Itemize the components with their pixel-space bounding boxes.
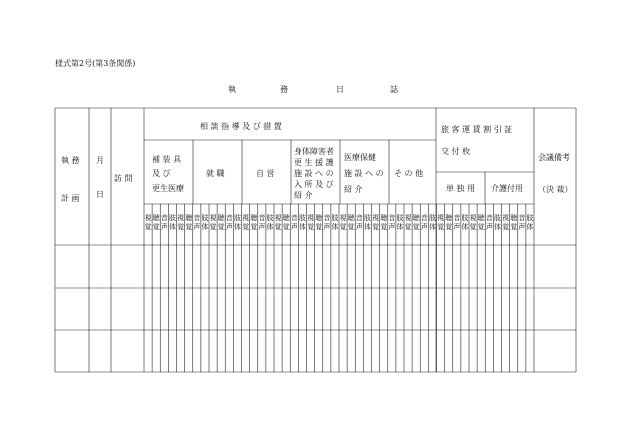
col-keikaku-label: 計 画 bbox=[61, 194, 80, 203]
disability-type-header: 音 声 bbox=[485, 214, 493, 231]
disability-type-header: 音 声 bbox=[388, 214, 396, 231]
supply-label-3: 更生医療 bbox=[152, 184, 184, 193]
title-char: 日 bbox=[336, 85, 344, 94]
col-visit-label: 訪 問 bbox=[114, 174, 133, 183]
disability-type-header: 視 覚 bbox=[469, 214, 477, 231]
facility-label-3: 施 設 へ の bbox=[294, 169, 334, 178]
disability-type-header: 聴 覚 bbox=[445, 214, 453, 231]
medical-label-1: 医療保健 bbox=[344, 153, 376, 162]
disability-type-header: 聴 覚 bbox=[185, 214, 193, 231]
disability-type-header: 音 声 bbox=[355, 214, 363, 231]
disability-type-header: 視 覚 bbox=[274, 214, 282, 231]
disability-type-header: 音 声 bbox=[193, 214, 201, 231]
title-char: 誌 bbox=[390, 85, 398, 94]
disability-type-header: 聴 覚 bbox=[152, 214, 160, 231]
disability-type-header: 聴 覚 bbox=[315, 214, 323, 231]
disability-type-header: 肢 体 bbox=[233, 214, 241, 231]
disability-type-header: 視 覚 bbox=[209, 214, 217, 231]
disability-type-header: 肢 体 bbox=[331, 214, 339, 231]
disability-type-header: 音 声 bbox=[323, 214, 331, 231]
supply-label-2: 及 び bbox=[152, 169, 171, 178]
disability-type-header: 音 声 bbox=[225, 214, 233, 231]
supply-label-1: 補 装 具 bbox=[152, 155, 182, 164]
col-day-label: 日 bbox=[96, 190, 104, 199]
disability-type-header: 視 覚 bbox=[437, 214, 445, 231]
care-use-label: 介護付用 bbox=[491, 184, 523, 193]
facility-label-1: 身体障害者 bbox=[294, 147, 334, 156]
disability-type-header: 肢 体 bbox=[396, 214, 404, 231]
single-use-label: 単 独 用 bbox=[446, 184, 476, 193]
decision-label: （決 裁） bbox=[538, 185, 573, 194]
facility-label-2: 更 生 援 護 bbox=[294, 158, 334, 167]
col-month-label: 月 bbox=[96, 156, 104, 165]
disability-type-header: 聴 覚 bbox=[250, 214, 258, 231]
disability-type-header: 聴 覚 bbox=[282, 214, 290, 231]
disability-type-header: 音 声 bbox=[453, 214, 461, 231]
disability-type-header: 視 覚 bbox=[339, 214, 347, 231]
disability-type-header: 音 声 bbox=[160, 214, 168, 231]
disability-type-header: 肢 体 bbox=[493, 214, 501, 231]
disability-type-header: 視 覚 bbox=[372, 214, 380, 231]
disability-type-header: 音 声 bbox=[518, 214, 526, 231]
disability-type-header: 視 覚 bbox=[307, 214, 315, 231]
disability-type-header: 音 声 bbox=[420, 214, 428, 231]
facility-label-4: 入 所 及 び bbox=[294, 180, 334, 189]
disability-type-header: 聴 覚 bbox=[412, 214, 420, 231]
medical-label-3: 紹 介 bbox=[344, 185, 363, 194]
col-shitsumu-label: 執 務 bbox=[61, 156, 80, 165]
disability-type-header: 肢 体 bbox=[168, 214, 176, 231]
disability-type-header: 視 覚 bbox=[502, 214, 510, 231]
disability-type-header: 聴 覚 bbox=[347, 214, 355, 231]
disability-type-header: 音 声 bbox=[290, 214, 298, 231]
title-char: 執 bbox=[228, 85, 236, 94]
title-char: 務 bbox=[280, 85, 288, 94]
medical-label-2: 施 設 へ の bbox=[344, 169, 384, 178]
disability-type-header: 視 覚 bbox=[242, 214, 250, 231]
disability-type-header: 肢 体 bbox=[201, 214, 209, 231]
disability-type-header: 肢 体 bbox=[363, 214, 371, 231]
selfemp-label: 自 営 bbox=[256, 169, 275, 178]
form-id: 様式第2号(第3条関係) bbox=[55, 59, 136, 68]
disability-type-header: 音 声 bbox=[258, 214, 266, 231]
fare-label-1: 旅 客 運 賃 割 引 証 bbox=[441, 125, 513, 134]
fare-label-2: 交 付 枚 bbox=[441, 147, 471, 156]
disability-type-header: 肢 体 bbox=[298, 214, 306, 231]
disability-type-header: 聴 覚 bbox=[477, 214, 485, 231]
disability-type-header: 視 覚 bbox=[177, 214, 185, 231]
disability-type-header: 聴 覚 bbox=[510, 214, 518, 231]
disability-type-header: 肢 体 bbox=[526, 214, 534, 231]
disability-type-header: 視 覚 bbox=[144, 214, 152, 231]
consult-group-label: 相 談 指 導 及 び 措 置 bbox=[200, 122, 282, 131]
disability-type-header: 聴 覚 bbox=[217, 214, 225, 231]
job-label: 就 職 bbox=[206, 169, 225, 178]
remarks-label: 会議備考 bbox=[538, 153, 570, 162]
disability-type-header: 肢 体 bbox=[266, 214, 274, 231]
disability-type-header: 肢 体 bbox=[428, 214, 436, 231]
other-label: そ の 他 bbox=[394, 169, 424, 178]
facility-label-5: 紹 介 bbox=[294, 191, 313, 200]
disability-type-header: 聴 覚 bbox=[380, 214, 388, 231]
disability-type-header: 肢 体 bbox=[461, 214, 469, 231]
disability-type-header: 視 覚 bbox=[404, 214, 412, 231]
